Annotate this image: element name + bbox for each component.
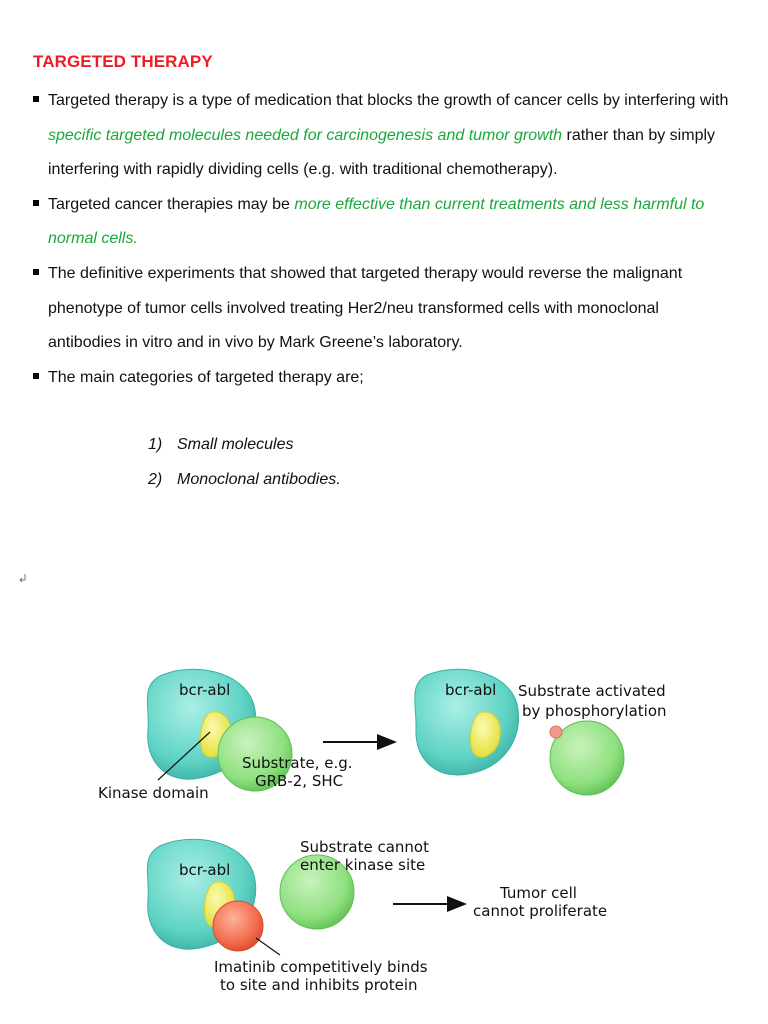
substrate-label-line2: GRB-2, SHC [255,772,344,790]
cannot-enter-label-line2: enter kinase site [300,856,426,874]
bullet-item [33,257,733,361]
imatinib-mechanism-figure [90,650,690,1000]
panel-1-substrate-binding [98,669,353,802]
kinase-domain-label: Kinase domain [98,784,209,802]
bullet-square-icon [33,96,39,102]
panel-2-phosphorylation [415,669,667,795]
substrate-label-line1: Substrate, e.g. [242,754,353,772]
bcr-abl-label: bcr-abl [179,861,231,879]
emphasis-text: specific targeted molecules needed for carcinogenesis and tumor growth [48,126,563,144]
result-label-line1: Tumor cell [500,884,577,902]
activated-label-line1: Substrate activated [518,682,666,700]
bullet-list [33,84,733,395]
bullet-square-icon [33,373,39,379]
numbered-list [148,428,341,497]
bullet-text: rather than by simply interfering with rapidly dividing cells (e.g. with traditional chemotherapy). [48,126,716,179]
category-number: 2) [148,470,163,488]
bullet-text: Targeted cancer therapies may be [48,195,295,213]
imatinib-label-line2: to site and inhibits protein [220,976,418,994]
bullet-item [33,188,733,257]
bcr-abl-label: bcr-abl [179,681,231,699]
panel-3-imatinib-inhibition [147,838,607,994]
result-label-line2: cannot proliferate [473,902,608,920]
imatinib-molecule [213,901,263,951]
category-item [148,428,341,463]
paragraph-mark-icon [19,574,27,584]
phosphate-group [550,726,562,738]
bcr-abl-label: bcr-abl [445,681,497,699]
emphasis-text: more effective than current treatments and less harmful to normal cells. [48,195,705,248]
bullet-square-icon [33,200,39,206]
category-number: 1) [148,436,163,453]
cannot-enter-label-line1: Substrate cannot [300,838,429,856]
bullet-square-icon [33,269,39,275]
page-title: TARGETED THERAPY [33,52,213,71]
bullet-item [33,361,733,396]
bullet-text: Targeted therapy is a type of medication that blocks the growth of cancer cells by interfering with [48,92,729,109]
imatinib-label-line1: Imatinib competitively binds [214,958,428,976]
category-text: Monoclonal antibodies. [177,470,341,488]
bullet-text: The main categories of targeted therapy are; [48,368,364,386]
category-item [148,463,341,498]
category-text: Small molecules [177,436,294,453]
bullet-item [33,84,733,188]
bullet-text: The definitive experiments that showed that targeted therapy would reverse the malignant phenotype of tumor cells involved treating Her2/neu transformed cells with monoclonal antibodies in vitro and in vivo by Mark Greene’s laboratory. [48,264,683,352]
activated-label-line2: by phosphorylation [522,702,667,720]
